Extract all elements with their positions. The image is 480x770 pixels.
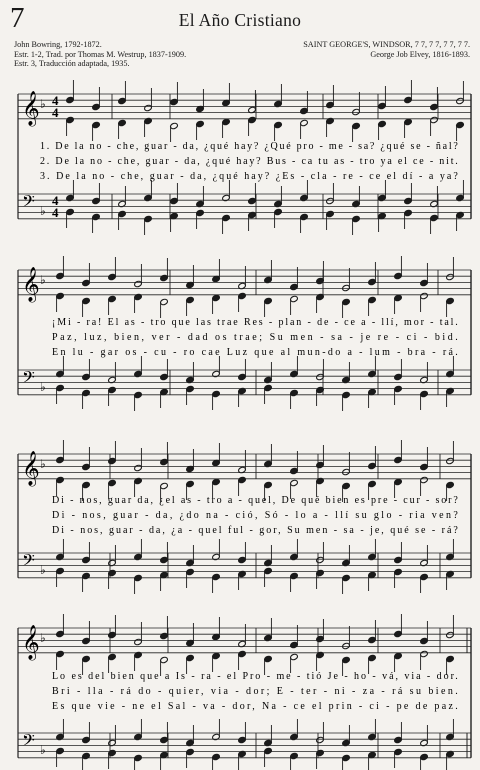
music-system (18, 614, 471, 770)
music-system (18, 256, 471, 411)
flat-sign: ♭ (40, 273, 46, 287)
lyric-line: Di - nos, guar - da, ¿a - quel ful - gor, Su men - sa - je, qué se - rá? (52, 525, 458, 536)
treble-clef: 𝄞 (22, 451, 40, 486)
lyric-line: En lu - gar os - cu - ro cae Luz que al mun-do a - lum - bra - rá. (52, 347, 459, 358)
lyric-line: ¡Mi - ra! El as - tro que las trae Res - plan - de - ce a - llí, mor - tal. (52, 317, 458, 328)
lyric-line: Paz, luz, bien, ver - dad os trae; Su men - sa - je re - ci - bid. (52, 332, 458, 343)
lyric-line: Di - nos, guar - da, ¿do na - ció, Só - lo a - llí su glo - ria ven? (52, 510, 459, 521)
time-signature: 4 (52, 193, 59, 208)
lyric-line: Lo es del bien que a Is - ra - el Pro - me - tió Je - ho - vá, via - dor. (52, 671, 459, 682)
flat-sign: ♭ (40, 563, 46, 577)
flat-sign: ♭ (40, 380, 46, 394)
credit-line: Estr. 1-2, Trad. por Thomas M. Westrup, 1837-1909. (14, 49, 187, 59)
music-system (18, 80, 471, 235)
credit-line: John Bowring, 1792-1872. (14, 40, 102, 49)
composer: George Job Elvey, 1816-1893. (370, 49, 470, 59)
bass-clef: 𝄢 (22, 191, 35, 215)
flat-sign: ♭ (40, 457, 46, 471)
treble-clef: 𝄞 (22, 91, 40, 126)
flat-sign: ♭ (40, 204, 46, 218)
treble-clef: 𝄞 (22, 267, 40, 302)
flat-sign: ♭ (40, 743, 46, 757)
lyric-line: Di - nos, guar da, ¿el as - tro a - quel, De qué bien es pre - cur - sor? (52, 495, 458, 506)
flat-sign: ♭ (40, 631, 46, 645)
hymn-title: El Año Cristiano (178, 10, 302, 30)
tune-name: SAINT GEORGE'S, WINDSOR, 7 7, 7 7, 7 7, 7 7. (303, 40, 470, 49)
lyric-line: 2. De la no - che, guar - da, ¿qué hay? Bus - ca tu as - tro ya el ce - nit. (40, 156, 458, 167)
time-signature: 4 (52, 205, 59, 220)
time-signature: 4 (52, 105, 59, 120)
lyric-line: Es que vie - ne el Sal - va - dor, Na - ce el prin - ci - pe de paz. (52, 701, 459, 712)
bass-clef: 𝄢 (22, 367, 35, 391)
lyric-line: 3. De la no - che, guar - da, ¿qué hay? ¿Es - cla - re - ce el dí - a ya? (40, 171, 458, 182)
lyric-line: 1. De la no - che, guar - da, ¿qué hay? ¿Qué pro - me - sa? ¿qué se - ñal? (40, 141, 459, 152)
bass-clef: 𝄢 (22, 730, 35, 754)
flat-sign: ♭ (40, 97, 46, 111)
credit-line: Estr. 3, Traducción adaptada, 1935. (14, 59, 130, 69)
music-system (18, 440, 471, 594)
lyric-line: Bri - lla - rá do - quier, via - dor; E - ter - ni - za - rá su bien. (52, 686, 459, 697)
bass-clef: 𝄢 (22, 550, 35, 574)
time-signature: 4 (52, 93, 59, 108)
treble-clef: 𝄞 (22, 625, 40, 660)
hymn-number: 7 (10, 2, 25, 34)
